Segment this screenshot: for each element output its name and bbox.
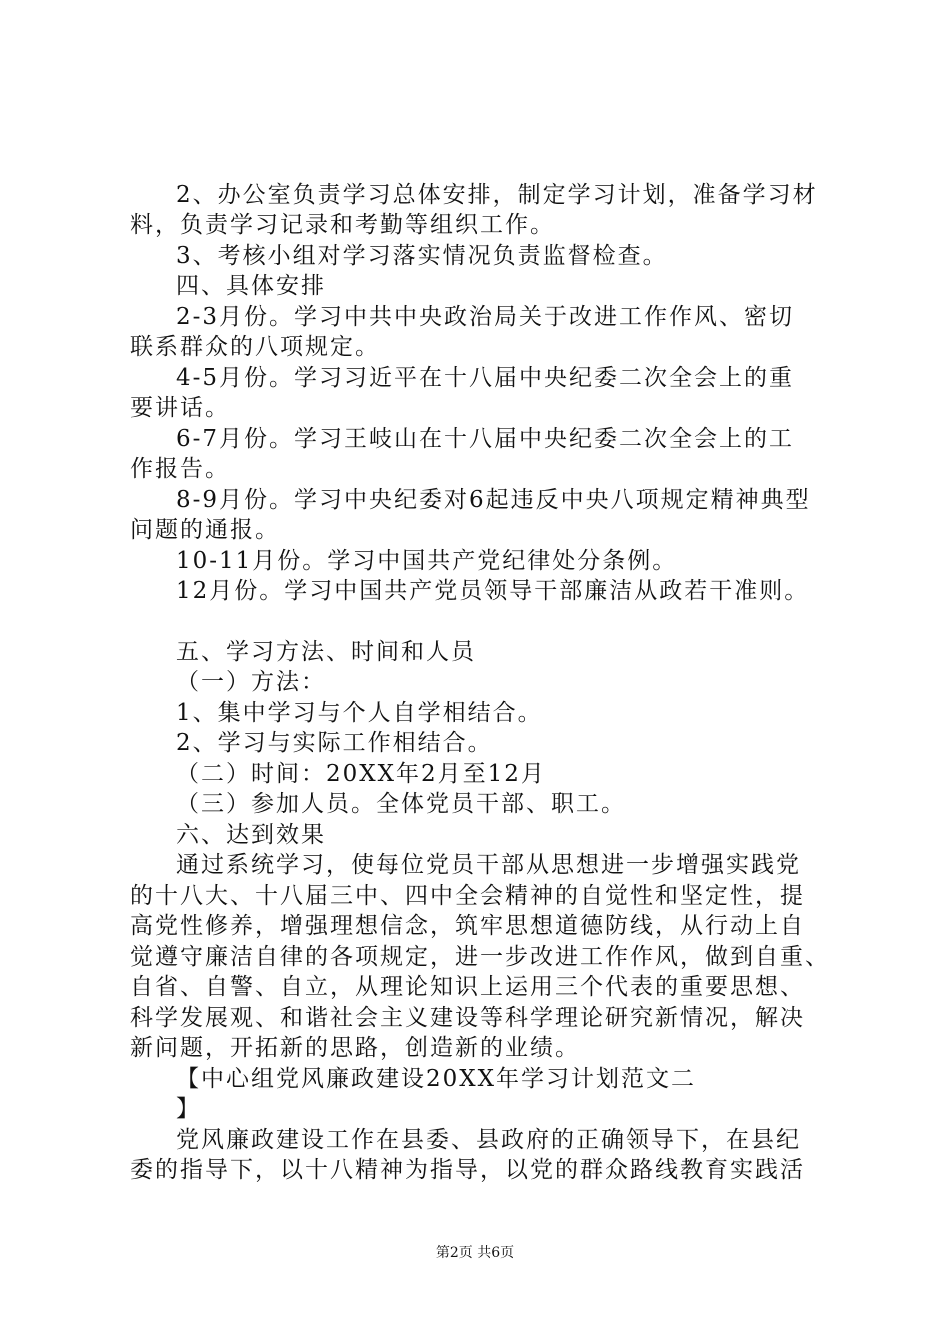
- text-line: 的十八大、十八届三中、四中全会精神的自觉性和坚定性，提: [130, 883, 805, 909]
- section-heading: 五、学习方法、时间和人员: [176, 639, 476, 665]
- text-line: 联系群众的八项规定。: [130, 334, 380, 360]
- text-line: 1、集中学习与个人自学相结合。: [176, 700, 543, 726]
- text-line: 8-9月份。学习中央纪委对6起违反中央八项规定精神典型: [176, 487, 811, 513]
- text-line: 3、考核小组对学习落实情况负责监督检查。: [176, 243, 668, 269]
- text-line: 4-5月份。学习习近平在十八届中央纪委二次全会上的重: [176, 365, 795, 391]
- section-heading: 六、达到效果: [176, 822, 326, 848]
- text-line: 觉遵守廉洁自律的各项规定，进一步改进工作作风，做到自重、: [130, 944, 830, 970]
- text-line: 要讲话。: [130, 395, 230, 421]
- text-line: 问题的通报。: [130, 517, 280, 543]
- text-line: 科学发展观、和谐社会主义建设等科学理论研究新情况，解决: [130, 1005, 805, 1031]
- text-line: 党风廉政建设工作在县委、县政府的正确领导下，在县纪: [176, 1127, 801, 1153]
- text-line: 10-11月份。学习中国共产党纪律处分条例。: [176, 548, 678, 574]
- text-line: 新问题，开拓新的思路，创造新的业绩。: [130, 1035, 580, 1061]
- page-footer: 第2页 共6页: [435, 1245, 515, 1261]
- text-line: （二）时间：20XX年2月至12月: [176, 761, 546, 787]
- text-line: 6-7月份。学习王岐山在十八届中央纪委二次全会上的工: [176, 426, 795, 452]
- section-title: 【中心组党风廉政建设20XX年学习计划范文二: [176, 1066, 697, 1092]
- text-line: 委的指导下，以十八精神为指导，以党的群众路线教育实践活: [130, 1157, 805, 1183]
- text-line: 料，负责学习记录和考勤等组织工作。: [130, 212, 555, 238]
- text-line: 作报告。: [130, 456, 230, 482]
- text-line: 2、学习与实际工作相结合。: [176, 730, 493, 756]
- text-line: 高党性修养，增强理想信念，筑牢思想道德防线，从行动上自: [130, 913, 805, 939]
- text-line: （三）参加人员。全体党员干部、职工。: [176, 791, 626, 817]
- text-line: 2、办公室负责学习总体安排，制定学习计划，准备学习材: [176, 182, 818, 208]
- text-line: 通过系统学习，使每位党员干部从思想进一步增强实践党: [176, 852, 801, 878]
- text-line: 自省、自警、自立，从理论知识上运用三个代表的重要思想、: [130, 974, 805, 1000]
- section-heading: 四、具体安排: [176, 273, 326, 299]
- text-line: 2-3月份。学习中共中央政治局关于改进工作作风、密切: [176, 304, 795, 330]
- text-line: 12月份。学习中国共产党员领导干部廉洁从政若干准则。: [176, 578, 810, 604]
- text-line: （一）方法：: [176, 669, 326, 695]
- section-title-end: 】: [176, 1096, 201, 1122]
